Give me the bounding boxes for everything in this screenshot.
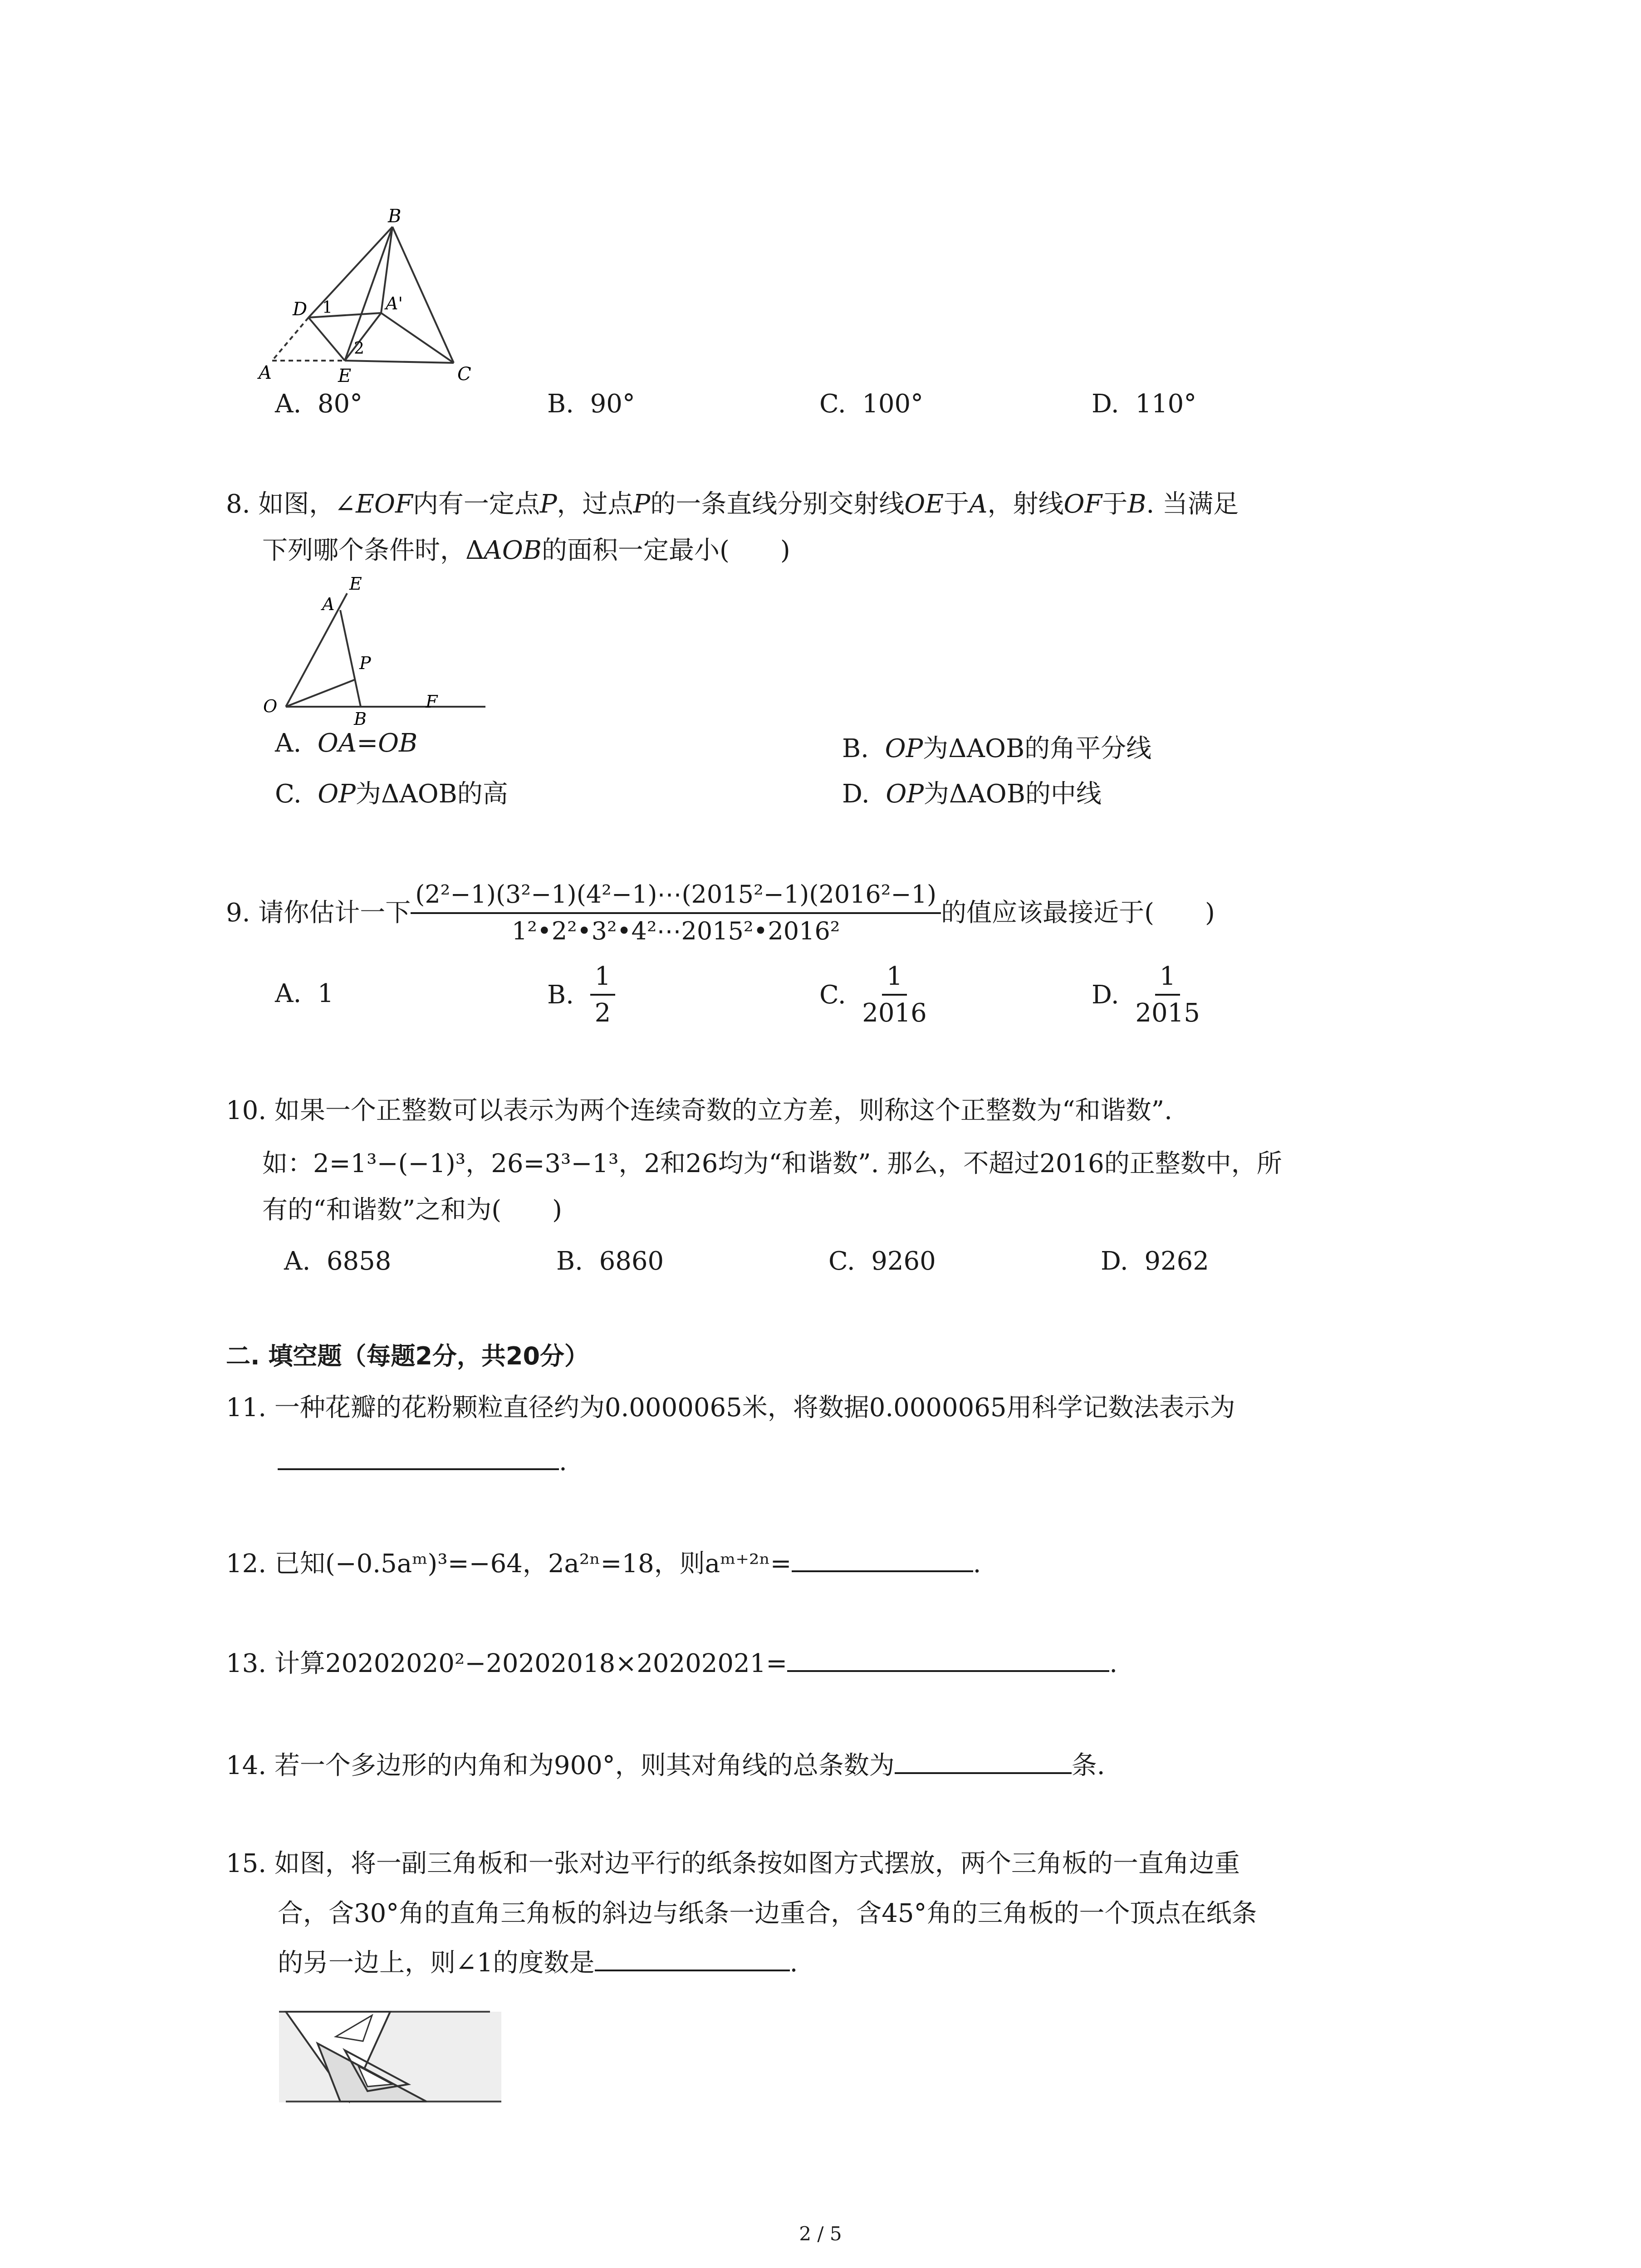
q9-option-d: D. $\frac{1}{2015}$: [1092, 962, 1200, 1028]
q14-answer-blank[interactable]: [895, 1749, 1072, 1774]
q8-number: 8.: [226, 489, 250, 519]
q7-label-b: B: [388, 206, 402, 227]
q11-answer-blank[interactable]: [278, 1445, 559, 1470]
page-number: 2 / 5: [799, 2223, 842, 2245]
q7-option-b: B. 90°: [547, 389, 635, 419]
q11-answer-line: .: [278, 1445, 567, 1477]
q9-option-a: A. 1: [275, 979, 334, 1008]
q8-label-e: E: [349, 574, 362, 594]
q13-stem: 13. 计算20202020²−20202018×20202021= .: [226, 1647, 1117, 1679]
q9-fraction: [411, 880, 941, 946]
q12-number: 12.: [226, 1549, 267, 1579]
q7-label-a: A: [259, 362, 272, 383]
q14-number: 14.: [226, 1751, 267, 1780]
q9-stem: 9. 请你估计一下 $\frac{\text{(2²−1)(3²−1)(4²−1)⋯(2015²−1)(2016²−1)}}{\text{1²•2²•3²•4²⋯2015²•2016²}}$ 的值应该最接近于( ): [226, 880, 1215, 945]
q7-label-e: E: [338, 366, 352, 386]
section2-title: 二. 填空题（每题2分，共20分）: [226, 1342, 589, 1370]
q9-option-c: C. $\frac{1}{2016}$: [819, 962, 927, 1028]
q7-option-c: C. 100°: [819, 389, 924, 419]
q10-option-a: A. 6858: [284, 1246, 392, 1276]
q10-stem-line3: 有的“和谐数”之和为( ): [262, 1195, 562, 1225]
q10-stem-line2: 如：2=1³−(−1)³，26=3³−1³，2和26均为“和谐数”. 那么，不超过2016的正整数中，所: [262, 1149, 1282, 1178]
q8-label-o: O: [263, 696, 278, 716]
q15-number: 15.: [226, 1849, 267, 1878]
q8-label-a: A: [322, 594, 335, 614]
q8-option-b: B. OP为ΔAOB的角平分线: [842, 734, 1152, 763]
q10-option-b: B. 6860: [556, 1246, 664, 1276]
q13-answer-blank[interactable]: [787, 1647, 1109, 1672]
q10-stem-line1: 10. 如果一个正整数可以表示为两个连续奇数的立方差，则称这个正整数为“和谐数”.: [226, 1096, 1172, 1125]
q9-number: 9.: [226, 898, 250, 928]
q8-option-c: C. OP为ΔAOB的高: [275, 779, 508, 809]
q8-option-a: A. OA=OB: [275, 728, 418, 758]
q10-option-c: C. 9260: [828, 1246, 936, 1276]
q15-stem-line3: 的另一边上，则∠1的度数是 .: [278, 1946, 798, 1978]
q11-stem-line1: 11. 一种花瓣的花粉颗粒直径约为0.0000065米，将数据0.0000065用科学记数法表示为: [226, 1393, 1235, 1422]
q8-option-d: D. OP为ΔAOB的中线: [842, 779, 1102, 809]
q10-option-d: D. 9262: [1101, 1246, 1209, 1276]
q10-number: 10.: [226, 1096, 267, 1125]
q12-answer-blank[interactable]: [792, 1547, 973, 1572]
q7-label-angle2: 2: [354, 339, 364, 358]
q15-stem-line2: 合，含30°角的直角三角板的斜边与纸条一边重合，含45°角的三角板的一个顶点在纸条: [278, 1899, 1257, 1928]
q13-number: 13.: [226, 1649, 267, 1678]
q15-figure: [277, 1994, 513, 2130]
q7-label-angle1: 1: [322, 298, 333, 317]
q14-stem: 14. 若一个多边形的内角和为900°，则其对角线的总条数为 条.: [226, 1749, 1105, 1781]
q15-stem-line1: 15. 如图，将一副三角板和一张对边平行的纸条按如图方式摆放，两个三角板的一直角边重: [226, 1849, 1240, 1878]
q8-figure: [259, 572, 495, 726]
q12-stem: 12. 已知(−0.5aᵐ)³=−64，2a²ⁿ=18，则aᵐ⁺²ⁿ= .: [226, 1547, 981, 1579]
q8-stem-line1: 8. 如图，∠EOF内有一定点P，过点P的一条直线分别交射线OE于A，射线OF于B. 当满足: [226, 489, 1239, 519]
q7-figure: [254, 204, 490, 386]
q9-denominator: 1²•2²•3²•4²⋯2015²•2016²: [511, 916, 840, 945]
q7-label-aprime: A': [386, 293, 403, 313]
q9-numerator: (2²−1)(3²−1)(4²−1)⋯(2015²−1)(2016²−1): [411, 880, 941, 914]
q7-option-d: D. 110°: [1092, 389, 1197, 419]
q15-answer-blank[interactable]: [595, 1946, 790, 1971]
q8-label-f: F: [426, 692, 438, 712]
q8-label-p: P: [359, 653, 371, 673]
q11-number: 11.: [226, 1393, 267, 1422]
q7-label-c: C: [457, 364, 471, 385]
q8-label-b: B: [354, 709, 367, 726]
q8-stem-line2: 下列哪个条件时，ΔAOB的面积一定最小( ): [262, 536, 790, 565]
q7-option-a: A. 80°: [275, 389, 363, 419]
q7-label-d: D: [293, 299, 308, 320]
q9-option-b: B. $\frac{1}{2}$: [547, 962, 615, 1028]
